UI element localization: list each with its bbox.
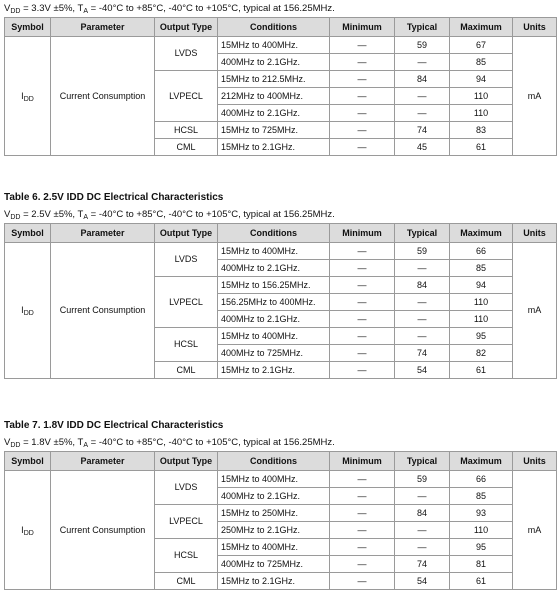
max-cell: 95 — [450, 539, 513, 556]
condition-cell: 400MHz to 725MHz. — [218, 556, 330, 573]
col-maximum: Maximum — [450, 18, 513, 37]
output-type-cell: LVPECL — [155, 505, 218, 539]
typ-cell: 45 — [395, 139, 450, 156]
max-cell: 94 — [450, 71, 513, 88]
unit-cell: mA — [513, 243, 557, 379]
typ-cell: 74 — [395, 345, 450, 362]
typ-cell: 84 — [395, 277, 450, 294]
condition-cell: 15MHz to 400MHz. — [218, 37, 330, 54]
output-type-cell: HCSL — [155, 539, 218, 573]
col-conditions: Conditions — [218, 224, 330, 243]
table-6-block — [4, 190, 556, 379]
parameter-cell: Current Consumption — [51, 37, 155, 156]
max-cell: 85 — [450, 54, 513, 71]
max-cell: 85 — [450, 488, 513, 505]
col-typical: Typical — [395, 18, 450, 37]
max-cell: 61 — [450, 573, 513, 590]
output-type-cell: HCSL — [155, 122, 218, 139]
condition-cell: 400MHz to 2.1GHz. — [218, 311, 330, 328]
max-cell: 110 — [450, 294, 513, 311]
max-cell: 83 — [450, 122, 513, 139]
condition-cell: 400MHz to 2.1GHz. — [218, 105, 330, 122]
symbol-cell: $I_{DD}$ — [5, 243, 51, 379]
table-row — [5, 471, 557, 488]
max-cell: 85 — [450, 260, 513, 277]
unit-cell: mA — [513, 471, 557, 590]
col-parameter: Parameter — [51, 18, 155, 37]
min-cell: — — [330, 488, 395, 505]
typ-cell: — — [395, 539, 450, 556]
col-conditions: Conditions — [218, 18, 330, 37]
output-type-cell: HCSL — [155, 328, 218, 362]
col-typical: Typical — [395, 452, 450, 471]
condition-cell: 250MHz to 2.1GHz. — [218, 522, 330, 539]
min-cell: — — [330, 54, 395, 71]
condition-cell: 15MHz to 400MHz. — [218, 471, 330, 488]
symbol-cell: $I_{DD}$ — [5, 37, 51, 156]
max-cell: 94 — [450, 277, 513, 294]
col-minimum: Minimum — [330, 224, 395, 243]
min-cell: — — [330, 556, 395, 573]
table-7-block — [4, 418, 556, 590]
max-cell: 66 — [450, 243, 513, 260]
max-cell: 110 — [450, 311, 513, 328]
col-typical: Typical — [395, 224, 450, 243]
min-cell: — — [330, 311, 395, 328]
output-type-cell: LVPECL — [155, 277, 218, 328]
min-cell: — — [330, 88, 395, 105]
condition-cell: 400MHz to 725MHz. — [218, 345, 330, 362]
max-cell: 95 — [450, 328, 513, 345]
col-units: Units — [513, 18, 557, 37]
condition-cell: 15MHz to 2.1GHz. — [218, 362, 330, 379]
condition-cell: 400MHz to 2.1GHz. — [218, 54, 330, 71]
typ-cell: 59 — [395, 471, 450, 488]
unit-cell: mA — [513, 37, 557, 156]
table-3v3-block — [4, 0, 556, 156]
condition-cell: 15MHz to 250MHz. — [218, 505, 330, 522]
max-cell: 81 — [450, 556, 513, 573]
condition-cell: 15MHz to 2.1GHz. — [218, 573, 330, 590]
min-cell: — — [330, 522, 395, 539]
min-cell: — — [330, 260, 395, 277]
min-cell: — — [330, 71, 395, 88]
min-cell: — — [330, 471, 395, 488]
col-minimum: Minimum — [330, 452, 395, 471]
min-cell: — — [330, 294, 395, 311]
idd-table-3v3 — [4, 17, 557, 156]
condition-cell: 15MHz to 212.5MHz. — [218, 71, 330, 88]
idd-table-2v5 — [4, 223, 557, 379]
condition-cell: 15MHz to 725MHz. — [218, 122, 330, 139]
table-caption: Table 7. 1.8V IDD DC Electrical Characteristics — [4, 420, 224, 431]
symbol-cell: $I_{DD}$ — [5, 471, 51, 590]
col-conditions: Conditions — [218, 452, 330, 471]
min-cell: — — [330, 362, 395, 379]
conditions-line: $V_{DD} = 1.8V \pm 5\%$, $T_A = -40^\circ C$ to +85°C, -40°C to +105°C, typical at 156.25MHz. — [4, 437, 335, 449]
conditions-line: $V_{DD} = 3.3V \pm 5\%$, $T_A = -40^\circ C$ to +85°C, -40°C to +105°C, typical at 156.25MHz. — [4, 3, 335, 15]
max-cell: 93 — [450, 505, 513, 522]
col-symbol: Symbol — [5, 18, 51, 37]
min-cell: — — [330, 139, 395, 156]
col-output-type: Output Type — [155, 224, 218, 243]
min-cell: — — [330, 277, 395, 294]
col-units: Units — [513, 224, 557, 243]
min-cell: — — [330, 328, 395, 345]
typ-cell: — — [395, 311, 450, 328]
typ-cell: 59 — [395, 37, 450, 54]
col-minimum: Minimum — [330, 18, 395, 37]
min-cell: — — [330, 539, 395, 556]
table-header-row — [5, 224, 557, 243]
typ-cell: 84 — [395, 71, 450, 88]
max-cell: 67 — [450, 37, 513, 54]
typ-cell: — — [395, 294, 450, 311]
min-cell: — — [330, 105, 395, 122]
table-row — [5, 243, 557, 260]
col-parameter: Parameter — [51, 452, 155, 471]
typ-cell: — — [395, 522, 450, 539]
output-type-cell: CML — [155, 362, 218, 379]
max-cell: 82 — [450, 345, 513, 362]
conditions-line: $V_{DD} = 2.5V \pm 5\%$, $T_A = -40^\circ C$ to +85°C, -40°C to +105°C, typical at 156.25MHz. — [4, 209, 335, 221]
condition-cell: 15MHz to 400MHz. — [218, 539, 330, 556]
typ-cell: — — [395, 88, 450, 105]
col-symbol: Symbol — [5, 452, 51, 471]
typ-cell: — — [395, 105, 450, 122]
max-cell: 66 — [450, 471, 513, 488]
col-maximum: Maximum — [450, 224, 513, 243]
col-parameter: Parameter — [51, 224, 155, 243]
condition-cell: 212MHz to 400MHz. — [218, 88, 330, 105]
output-type-cell: CML — [155, 573, 218, 590]
min-cell: — — [330, 243, 395, 260]
min-cell: — — [330, 345, 395, 362]
col-symbol: Symbol — [5, 224, 51, 243]
typ-cell: 74 — [395, 122, 450, 139]
min-cell: — — [330, 37, 395, 54]
max-cell: 61 — [450, 362, 513, 379]
table-caption: Table 6. 2.5V IDD DC Electrical Characteristics — [4, 192, 224, 203]
max-cell: 61 — [450, 139, 513, 156]
parameter-cell: Current Consumption — [51, 471, 155, 590]
col-output-type: Output Type — [155, 452, 218, 471]
max-cell: 110 — [450, 88, 513, 105]
condition-cell: 15MHz to 400MHz. — [218, 328, 330, 345]
col-output-type: Output Type — [155, 18, 218, 37]
output-type-cell: LVDS — [155, 471, 218, 505]
col-maximum: Maximum — [450, 452, 513, 471]
parameter-cell: Current Consumption — [51, 243, 155, 379]
min-cell: — — [330, 122, 395, 139]
output-type-cell: LVDS — [155, 243, 218, 277]
output-type-cell: LVDS — [155, 37, 218, 71]
typ-cell: 54 — [395, 362, 450, 379]
max-cell: 110 — [450, 105, 513, 122]
condition-cell: 400MHz to 2.1GHz. — [218, 260, 330, 277]
typ-cell: 74 — [395, 556, 450, 573]
table-header-row — [5, 452, 557, 471]
condition-cell: 15MHz to 400MHz. — [218, 243, 330, 260]
typ-cell: — — [395, 328, 450, 345]
output-type-cell: LVPECL — [155, 71, 218, 122]
typ-cell: 54 — [395, 573, 450, 590]
table-row — [5, 37, 557, 54]
condition-cell: 15MHz to 156.25MHz. — [218, 277, 330, 294]
min-cell: — — [330, 573, 395, 590]
condition-cell: 15MHz to 2.1GHz. — [218, 139, 330, 156]
idd-table-1v8 — [4, 451, 557, 590]
typ-cell: 84 — [395, 505, 450, 522]
min-cell: — — [330, 505, 395, 522]
condition-cell: 400MHz to 2.1GHz. — [218, 488, 330, 505]
typ-cell: 59 — [395, 243, 450, 260]
typ-cell: — — [395, 488, 450, 505]
typ-cell: — — [395, 54, 450, 71]
condition-cell: 156.25MHz to 400MHz. — [218, 294, 330, 311]
col-units: Units — [513, 452, 557, 471]
output-type-cell: CML — [155, 139, 218, 156]
typ-cell: — — [395, 260, 450, 277]
max-cell: 110 — [450, 522, 513, 539]
table-header-row — [5, 18, 557, 37]
